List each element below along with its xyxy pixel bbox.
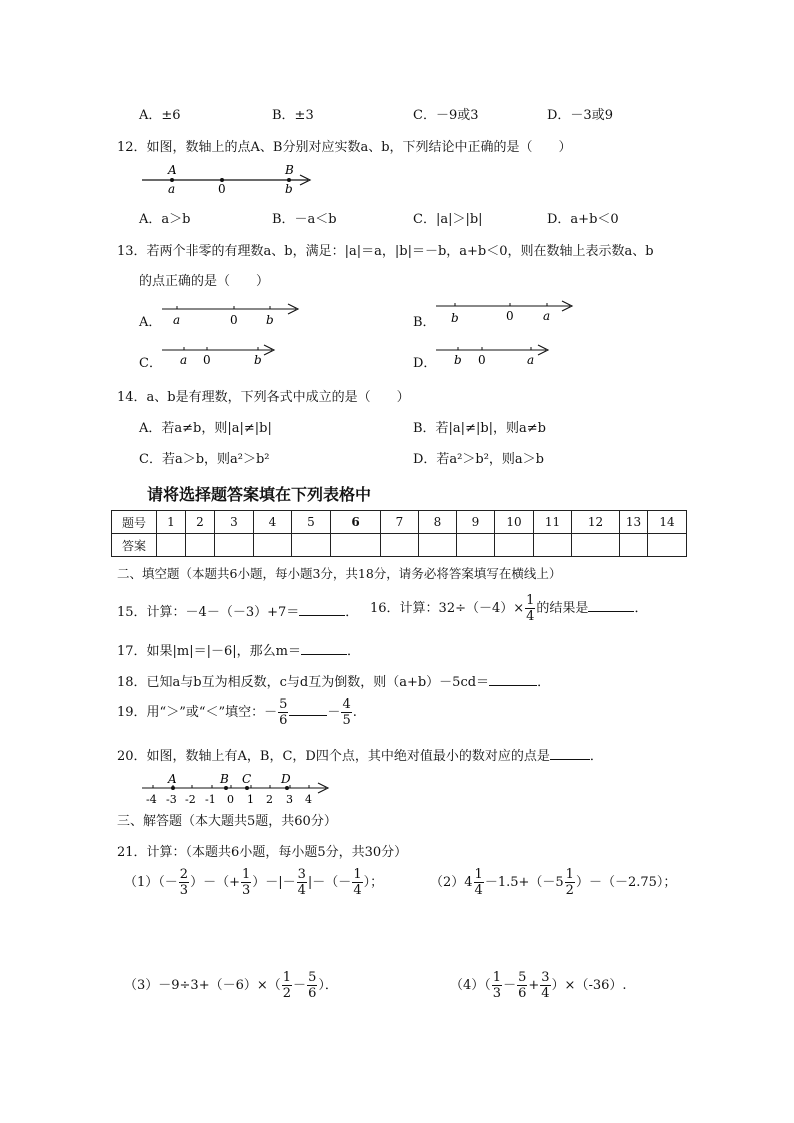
q14-option-c: C．若a＞b，则a²＞b² xyxy=(139,452,270,467)
q16-blank[interactable] xyxy=(588,611,634,612)
q19-end: . xyxy=(352,705,357,720)
point-A xyxy=(171,786,175,790)
svg-text:a: a xyxy=(180,353,188,367)
q17-blank[interactable] xyxy=(301,654,347,655)
q13-option-d-label: D． xyxy=(413,356,437,371)
answer-cell-4[interactable] xyxy=(254,534,292,557)
section3-heading: 三、解答题（本大题共5题，共60分） xyxy=(117,814,337,829)
q11-option-a: A．±6 xyxy=(139,108,181,123)
fraction: $\frac{1}{4}$ xyxy=(353,867,362,898)
table-cell: 5 xyxy=(292,511,331,534)
fraction: $\frac{1}{3}$ xyxy=(241,867,251,898)
q13-option-b-number-line xyxy=(434,298,579,328)
tick-label: -1 xyxy=(205,793,216,806)
label-B: B xyxy=(285,163,294,177)
q14-option-d: D．若a²＞b²，则a＞b xyxy=(413,452,544,467)
q15-blank[interactable] xyxy=(299,615,345,616)
q19 xyxy=(117,698,357,727)
answer-cell-2[interactable] xyxy=(186,534,215,557)
tick-label: 0 xyxy=(227,793,234,806)
label-A: A xyxy=(168,163,177,177)
svg-text:a: a xyxy=(527,353,535,367)
q14-option-a: A．若a≠b，则|a|≠|b| xyxy=(139,421,272,436)
point-C xyxy=(245,786,249,790)
tick-label: -3 xyxy=(166,793,177,806)
fraction: $\frac{3}{4}$ xyxy=(297,867,306,898)
table-cell: 1 xyxy=(157,511,186,534)
table-cell: 10 xyxy=(495,511,534,534)
q17 xyxy=(117,640,360,659)
svg-text:b: b xyxy=(454,353,462,367)
answer-cell-5[interactable] xyxy=(292,534,331,557)
q15 xyxy=(117,601,358,620)
tick-label: 4 xyxy=(305,793,312,806)
q19-prefix: 19．用“＞”或“＜”填空：－ xyxy=(117,705,278,720)
label-zero: 0 xyxy=(218,182,226,196)
row-label-answer: 答案 xyxy=(112,534,157,557)
q12-option-b: B．－a＜b xyxy=(272,212,337,227)
q12-option-d: D．a+b＜0 xyxy=(547,212,619,227)
answer-cell-7[interactable] xyxy=(381,534,419,557)
q12-number-line xyxy=(138,160,318,196)
label-D: D xyxy=(281,772,291,786)
q12-stem: 12．如图，数轴上的点A、B分别对应实数a、b，下列结论中正确的是（ ） xyxy=(117,140,572,155)
q13-option-c-number-line xyxy=(160,340,280,370)
svg-text:0: 0 xyxy=(478,353,486,367)
answer-cell-3[interactable] xyxy=(215,534,254,557)
q12-option-a: A．a＞b xyxy=(139,212,191,227)
table-cell: 12 xyxy=(572,511,620,534)
answer-cell-9[interactable] xyxy=(457,534,495,557)
svg-text:b: b xyxy=(451,311,459,325)
q21-part2: （2）4 $\frac{1}{4}$ －1.5+（－5 $\frac{1}{2}$ ）－（－2.75）； xyxy=(430,867,677,898)
fraction: $\frac{1}{2}$ xyxy=(565,867,574,898)
q16-suffix: 的结果是 xyxy=(536,601,589,616)
tick-label: -2 xyxy=(185,793,196,806)
tick-label: 1 xyxy=(247,793,254,806)
q11-option-b: B．±3 xyxy=(272,108,314,123)
fraction: $\frac{2}{3}$ xyxy=(179,867,189,898)
label-b: b xyxy=(285,182,293,196)
q13-option-b-label: B． xyxy=(413,315,436,330)
section2-heading: 二、填空题（本题共6小题，每小题3分，共18分，请务必将答案填写在横线上） xyxy=(117,566,562,581)
q20 xyxy=(117,745,603,764)
q15-end: ． xyxy=(345,605,359,620)
answer-cell-14[interactable] xyxy=(648,534,687,557)
q13-option-d-number-line xyxy=(434,340,554,370)
table-cell: 13 xyxy=(620,511,648,534)
q20-stem: 20．如图，数轴上有A，B，C，D四个点，其中绝对值最小的数对应的点是 xyxy=(117,749,550,764)
q16 xyxy=(370,594,647,623)
svg-text:b: b xyxy=(254,353,262,367)
label-B: B xyxy=(220,772,229,786)
table-cell: 7 xyxy=(381,511,419,534)
q21-stem: 21．计算：（本题共6小题，每小题5分，共30分） xyxy=(117,845,408,860)
label-C: C xyxy=(242,772,252,786)
q18-end: ． xyxy=(537,675,551,690)
svg-text:0: 0 xyxy=(203,353,211,367)
answer-cell-10[interactable] xyxy=(495,534,534,557)
q21-part4: （4）（ $\frac{1}{3}$ － $\frac{5}{6}$ + $\frac{3}{4}$ ）×（-36）. xyxy=(450,970,627,1001)
row-label-number: 题号 xyxy=(112,511,157,534)
table-cell: 6 xyxy=(331,511,381,534)
label-A: A xyxy=(168,772,177,786)
tick-label: -4 xyxy=(146,793,157,806)
answer-table-title: 请将选择题答案填在下列表格中 xyxy=(147,485,372,504)
table-cell: 8 xyxy=(419,511,457,534)
svg-text:b: b xyxy=(266,313,274,327)
answer-cell-8[interactable] xyxy=(419,534,457,557)
fraction: $\frac{1}{3}$ xyxy=(492,970,502,1001)
q13-option-c-label: C． xyxy=(139,356,162,371)
q11-option-d: D．－3或9 xyxy=(547,108,613,123)
tick-label: 3 xyxy=(286,793,293,806)
fraction: $\frac{3}{4}$ xyxy=(541,970,550,1001)
q11-option-c: C．－9或3 xyxy=(413,108,479,123)
q20-end: ． xyxy=(589,749,603,764)
q13-option-a-number-line xyxy=(160,300,305,330)
q14-option-b: B．若|a|≠|b|，则a≠b xyxy=(413,421,547,436)
table-cell: 4 xyxy=(254,511,292,534)
q13-stem-line2: 的点正确的是（ ） xyxy=(139,274,270,289)
q15-text: 15．计算：－4－（－3）+7＝ xyxy=(117,605,300,620)
q19-fraction-2: $\frac{4}{5}$ xyxy=(342,697,351,728)
answer-cell-11[interactable] xyxy=(534,534,572,557)
q19-minus: － xyxy=(327,705,341,720)
svg-text:a: a xyxy=(173,313,181,327)
table-row-numbers xyxy=(112,511,687,534)
q21-part1: （1）（－ $\frac{2}{3}$ ）－（+ $\frac{1}{3}$ ）－|－ $\frac{3}{4}$ |－（－ $\frac{1}{4}$ ）； xyxy=(124,867,384,898)
table-cell: 14 xyxy=(648,511,687,534)
fraction: $\frac{1}{2}$ xyxy=(282,970,292,1001)
table-cell: 3 xyxy=(215,511,254,534)
answer-cell-12[interactable] xyxy=(572,534,620,557)
answer-table xyxy=(111,510,687,557)
q19-blank[interactable] xyxy=(289,715,327,716)
label-a: a xyxy=(168,182,176,196)
fraction: $\frac{5}{6}$ xyxy=(308,970,317,1001)
answer-cell-1[interactable] xyxy=(157,534,186,557)
table-cell: 11 xyxy=(534,511,572,534)
fraction: $\frac{1}{4}$ xyxy=(474,867,483,898)
fraction: $\frac{5}{6}$ xyxy=(518,970,527,1001)
q13-option-a-label: A． xyxy=(139,315,162,330)
table-cell: 9 xyxy=(457,511,495,534)
point-D xyxy=(285,786,289,790)
q14-stem: 14．a、b是有理数，下列各式中成立的是（ ） xyxy=(117,390,410,405)
q19-fraction-1: $\frac{5}{6}$ xyxy=(279,697,288,728)
q21-part3: （3）－9÷3+（－6）×（ $\frac{1}{2}$ － $\frac{5}{6}$ ）． xyxy=(124,970,338,1001)
q20-number-line xyxy=(140,768,335,806)
answer-cell-6[interactable] xyxy=(331,534,381,557)
q17-end: ． xyxy=(347,644,361,659)
q20-blank[interactable] xyxy=(550,759,590,760)
svg-text:0: 0 xyxy=(506,309,514,323)
q18-text: 18．已知a与b互为相反数，c与d互为倒数，则（a+b）－5cd＝ xyxy=(117,675,490,690)
q12-option-c: C．|a|＞|b| xyxy=(413,212,483,227)
tick-label: 2 xyxy=(266,793,273,806)
q16-fraction: $\frac{1}{4}$ xyxy=(526,593,535,624)
q16-end: ． xyxy=(634,601,648,616)
q17-text: 17．如果|m|＝|－6|，那么m＝ xyxy=(117,644,301,659)
q18 xyxy=(117,671,550,690)
svg-text:a: a xyxy=(543,309,551,323)
point-B xyxy=(224,786,228,790)
answer-cell-13[interactable] xyxy=(620,534,648,557)
table-row-answers xyxy=(112,534,687,557)
q18-blank[interactable] xyxy=(489,685,537,686)
q16-prefix: 16．计算：32÷（－4）× xyxy=(370,601,525,616)
table-cell: 2 xyxy=(186,511,215,534)
svg-text:0: 0 xyxy=(230,313,238,327)
q13-stem-line1: 13．若两个非零的有理数a、b，满足：|a|＝a，|b|＝－b，a+b＜0，则在数轴上表示数a、b xyxy=(117,244,654,259)
